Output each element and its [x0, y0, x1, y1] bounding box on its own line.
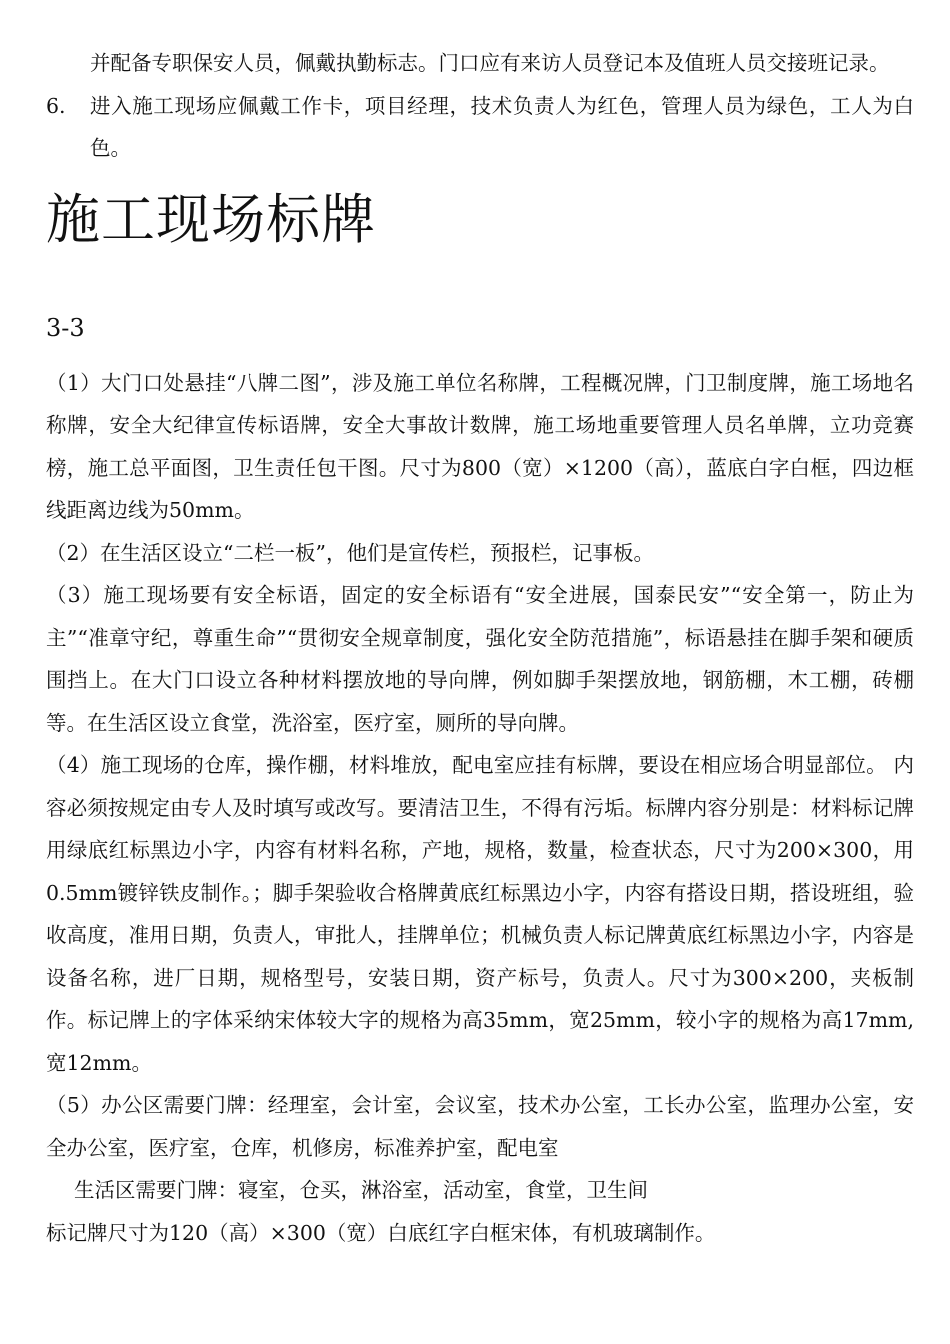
paragraph-1: （1）大门口处悬挂“八牌二图”，涉及施工单位名称牌，工程概况牌，门卫制度牌，施工场地名称牌，安全大纪律宣传标语牌，安全大事故计数牌，施工场地重要管理人员名单牌，立功竞赛榜，施工总平面图，卫生责任包干图。尺寸为800（宽）×1200（高），蓝底白字白框，四边框线距离边线为50mm。 — [46, 370, 914, 522]
list-item-6 — [46, 85, 914, 170]
intro-continuation: 并配备专职保安人员，佩戴执勤标志。门口应有来访人员登记本及值班人员交接班记录。 — [90, 51, 890, 75]
paragraph-3: （3）施工现场要有安全标语，固定的安全标语有“安全进展，国泰民安”“安全第一，防止为主”“准章守纪，尊重生命”“贯彻安全规章制度，强化安全防范措施”，标语悬挂在脚手架和硬质围挡上。在大门口设立各种材料摆放地的导向牌，例如脚手架摆放地，钢筋棚，木工棚，砖棚等。在生活区设立食堂，洗浴室，医疗室，厕所的导向牌。 — [46, 583, 914, 735]
sign-size-note: 标记牌尺寸为120（高）×300（宽）白底红字白框宋体，有机玻璃制作。 — [46, 1220, 716, 1245]
paragraph-5: （5）办公区需要门牌：经理室，会计室，会议室，技术办公室，工长办公室，监理办公室，安全办公室，医疗室，仓库，机修房，标准养护室，配电室 — [46, 1093, 914, 1160]
living-area-doors: 生活区需要门牌：寝室，仓买，淋浴室，活动室，食堂，卫生间 — [74, 1178, 648, 1202]
paragraph-2: （2）在生活区设立“二栏一板”，他们是宣传栏，预报栏，记事板。 — [46, 540, 655, 565]
list-item-text: 进入施工现场应佩戴工作卡，项目经理，技术负责人为红色，管理人员为绿色，工人为白色。 — [90, 93, 914, 160]
document-page — [46, 42, 914, 1254]
paragraph-4: （4）施工现场的仓库，操作棚，材料堆放，配电室应挂有标牌，要设在相应场合明显部位。 内容必须按规定由专人及时填写或改写。要清洁卫生，不得有污垢。标牌内容分别是：材料标记牌用绿底红标黑边小字，内容有材料名称，产地，规格，数量，检查状态，尺寸为200×300，用0.5mm镀锌铁皮制作。；脚手架验收合格牌黄底红标黑边小字，内容有搭设日期，搭设班组，验收高度，准用日期，负责人，审批人，挂牌单位；机械负责人标记牌黄底红标黑边小字，内容是设备名称，进厂日期，规格型号，安装日期，资产标号，负责人。尺寸为300×200，夹板制作。标记牌上的字体采纳宋体较大字的规格为高35mm，宽25mm，较小字的规格为高17mm,宽12mm。 — [46, 753, 914, 1075]
list-item-number: 6. — [46, 93, 66, 118]
section-number: 3-3 — [46, 313, 85, 342]
section-heading: 施工现场标牌 — [46, 187, 376, 251]
